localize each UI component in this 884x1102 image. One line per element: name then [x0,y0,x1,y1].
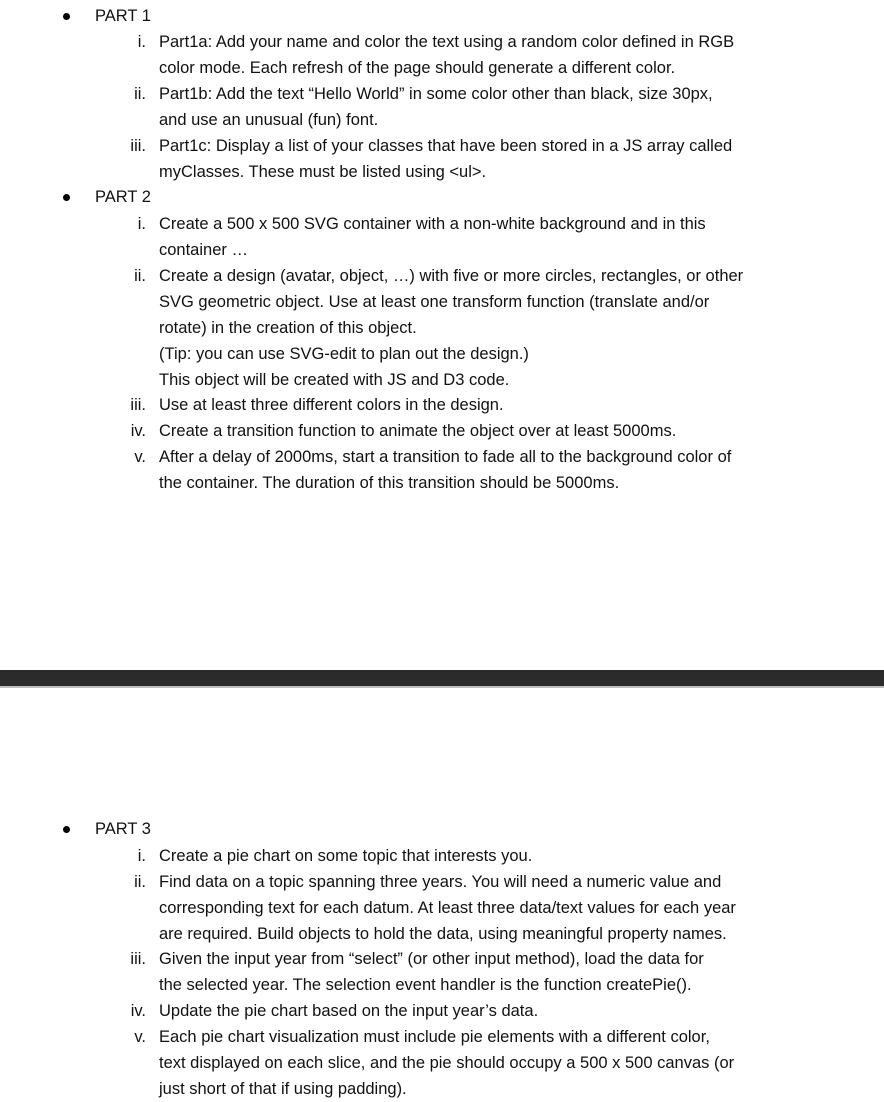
list-item: Create a design (avatar, object, …) with five or more circles, rectangles, or other SVG geometric object. Use at least one transform function (translate and/or rotate) in the creation of this object. (Tip: you can use SVG-edit to plan out the design.) This object will be created with JS and D3 code. [159,267,744,389]
list-item: Given the input year from “select” (or other input method), load the data for the selected year. The selection event handler is the function createPie(). [159,950,704,994]
list-numeral: iv. [130,1002,146,1020]
list-item: Update the pie chart based on the input year’s data. [159,1002,539,1020]
list-item: Part1a: Add your name and color the text using a random color defined in RGB color mode. Each refresh of the page should generate a different color. [159,33,735,77]
bullet-icon [63,194,70,201]
list-numeral: v. [134,448,146,466]
list-item: Create a transition function to animate the object over at least 5000ms. [159,422,677,440]
list-item: Use at least three different colors in the design. [159,396,504,414]
list-item: Part1b: Add the text “Hello World” in some color other than black, size 30px, and use an unusual (fun) font. [159,85,713,129]
list-numeral: i. [137,215,146,233]
list-numeral: iii. [130,950,146,968]
list-item: Find data on a topic spanning three years. You will need a numeric value and corresponding text for each datum. At least three data/text values for each year are required. Build objects to hold the data, using meaningful property names. [159,873,736,943]
list-item: Part1c: Display a list of your classes that have been stored in a JS array called myClasses. These must be listed using <ul>. [159,137,733,181]
list-numeral: v. [134,1028,146,1046]
list-numeral: iii. [130,137,146,155]
document-page-2 [0,688,884,1100]
list-item: Each pie chart visualization must include pie elements with a different color, text displayed on each slice, and the pie should occupy a 500 x 500 canvas (or just short of that if using padding). [159,1028,735,1098]
list-numeral: ii. [134,873,146,891]
list-numeral: ii. [134,85,146,103]
list-numeral: ii. [134,267,146,285]
part1-heading: PART 1 [95,7,151,25]
list-item: Create a pie chart on some topic that interests you. [159,847,533,865]
bullet-icon [63,826,70,833]
part2-heading: PART 2 [95,188,151,206]
part3-heading: PART 3 [95,820,151,838]
list-numeral: i. [137,847,146,865]
bullet-icon [63,13,70,20]
list-item: After a delay of 2000ms, start a transition to fade all to the background color of the container. The duration of this transition should be 5000ms. [159,448,732,492]
page-separator [0,670,884,686]
list-item: Create a 500 x 500 SVG container with a non-white background and in this container … [159,215,706,259]
list-numeral: iv. [130,422,146,440]
list-numeral: iii. [130,396,146,414]
list-numeral: i. [137,33,146,51]
